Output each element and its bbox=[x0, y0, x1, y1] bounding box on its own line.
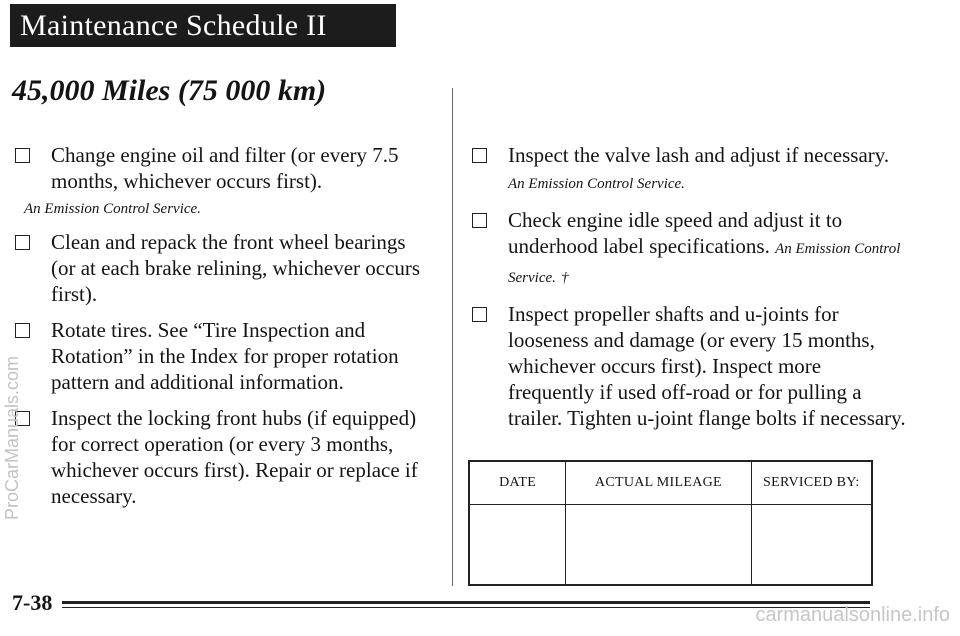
service-note: An Emission Control Service. bbox=[508, 241, 901, 286]
checkbox-icon[interactable] bbox=[15, 323, 30, 338]
item-text: Inspect the valve lash and adjust if necessary. bbox=[508, 143, 890, 167]
footer-rule bbox=[62, 601, 870, 604]
service-note: An Emission Control Service. bbox=[24, 201, 201, 217]
footer-rule-thin bbox=[62, 607, 870, 608]
checklist-item-wheel-bearings bbox=[12, 229, 432, 307]
checklist-item-oil-change bbox=[12, 142, 432, 219]
mileage-cell[interactable] bbox=[566, 505, 751, 586]
checklist-item-idle-speed bbox=[469, 207, 909, 291]
checkbox-icon[interactable] bbox=[472, 148, 487, 163]
header-serviced-by: SERVICED BY: bbox=[751, 461, 872, 505]
date-cell[interactable] bbox=[469, 505, 566, 586]
checkbox-icon[interactable] bbox=[15, 235, 30, 250]
service-log-table bbox=[468, 460, 873, 586]
header-actual-mileage: ACTUAL MILEAGE bbox=[566, 461, 751, 505]
right-column bbox=[469, 142, 909, 441]
checkbox-icon[interactable] bbox=[472, 307, 487, 322]
page-number: 7-38 bbox=[12, 590, 53, 615]
mileage-heading: 45,000 Miles (75 000 km) bbox=[12, 74, 327, 107]
left-column bbox=[12, 142, 432, 519]
checklist-item-rotate-tires bbox=[12, 317, 432, 395]
item-text: Inspect the locking front hubs (if equipped) for correct operation (or every 3 months, whichever occurs first). Repair or replace if necessary. bbox=[51, 406, 418, 508]
service-note: An Emission Control Service. bbox=[508, 176, 685, 192]
column-divider bbox=[452, 88, 453, 586]
item-text: Inspect propeller shafts and u-joints for looseness and damage (or every 15 months, whichever occurs first). Inspect more frequently if used off-road or for pulling a trailer. Tighten u-joint flange bolts if necessary. bbox=[508, 302, 906, 430]
checkbox-icon[interactable] bbox=[472, 213, 487, 228]
table-row bbox=[469, 505, 872, 586]
table-header-row bbox=[469, 461, 872, 505]
item-text: Change engine oil and filter (or every 7.5 months, whichever occurs first). bbox=[51, 143, 399, 193]
item-text: Check engine idle speed and adjust it to underhood label specifications. bbox=[508, 208, 843, 258]
item-text: Clean and repack the front wheel bearings (or at each brake relining, whichever occurs first). bbox=[51, 230, 421, 306]
serviced-by-cell[interactable] bbox=[751, 505, 872, 586]
watermark-vertical: ProCarManuals.com bbox=[2, 355, 22, 520]
checklist-item-valve-lash bbox=[469, 142, 909, 197]
dagger-mark: † bbox=[561, 270, 569, 286]
section-banner: Maintenance Schedule II bbox=[10, 4, 396, 47]
watermark-horizontal: carmanualsonline.info bbox=[755, 604, 950, 626]
header-date: DATE bbox=[469, 461, 566, 505]
checkbox-icon[interactable] bbox=[15, 148, 30, 163]
checklist-item-propeller-shafts bbox=[469, 301, 909, 431]
item-text: Rotate tires. See “Tire Inspection and Rotation” in the Index for proper rotation pattern and additional information. bbox=[51, 318, 399, 394]
checklist-item-front-hubs bbox=[12, 405, 432, 509]
